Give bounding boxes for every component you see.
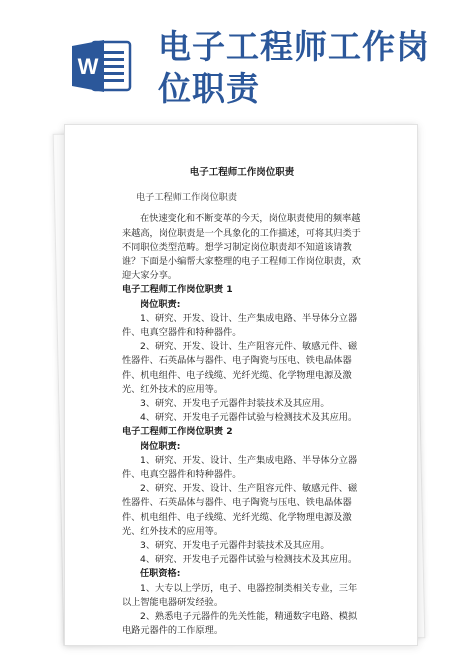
document-body [122,166,362,639]
list-item: 3、研究、开发电子元器件封装技术及其应用。 [140,398,330,410]
intro-paragraph: 在快速变化和不断变革的今天，岗位职责使用的频率越来越高，岗位职责是一个具象化的工作描述，可将其归类于不同职位类型范畴。想学习制定岗位职责却不知道该请教谁？下面是小编帮大家整理的电子工程师工作岗位职责，欢迎大家分享。 [122,213,361,282]
list-item: 1、大专以上学历，电子、电器控制类相关专业，三年以上智能电器研发经验。 [122,582,358,608]
section-heading: 电子工程师工作岗位职责 2 [122,426,233,438]
section-subheading: 岗位职责: [140,298,181,310]
list-item: 4、研究、开发电子元器件试验与检测技术及其应用。 [140,412,358,424]
section-subheading: 岗位职责: [140,440,181,452]
title-line-2: 位职责 [158,69,260,108]
title-line-1: 电子工程师工作岗 [158,27,430,66]
section-subheading: 任职资格: [140,568,181,580]
list-item: 2、研究、开发、设计、生产阻容元件、敏感元件、磁性器件、石英晶体与器件、电子陶瓷与压电、铁电晶体器件、机电组件、电子线缆、光纤光缆、化学物理电源及激光、红外技术的应用等。 [122,483,358,537]
word-icon [70,38,132,94]
list-item: 4、研究、开发电子元器件试验与检测技术及其应用。 [140,554,358,566]
list-item: 2、熟悉电子元器件的先关性能，精通数字电路、模拟电路元器件的工作原理。 [122,611,358,637]
document-title: 电子工程师工作岗位职责 [189,167,295,178]
list-item: 2、研究、开发、设计、生产阻容元件、敏感元件、磁性器件、石英晶体与器件、电子陶瓷与压电、铁电晶体器件、机电组件、电子线缆、光纤光缆、化学物理电源及激光、红外技术的应用等。 [122,341,358,395]
page-title [158,26,458,110]
word-icon-letter: W [77,54,99,79]
intro-title: 电子工程师工作岗位职责 [136,192,238,204]
list-item: 1、研究、开发、设计、生产集成电路、半导体分立器件、电真空器件和特种器件。 [122,454,358,481]
list-item: 3、研究、开发电子元器件封装技术及其应用。 [140,540,330,552]
section-heading: 电子工程师工作岗位职责 1 [122,284,233,296]
list-item: 1、研究、开发、设计、生产集成电路、半导体分立器件、电真空器件和特种器件。 [122,312,358,339]
header-banner [0,0,474,125]
